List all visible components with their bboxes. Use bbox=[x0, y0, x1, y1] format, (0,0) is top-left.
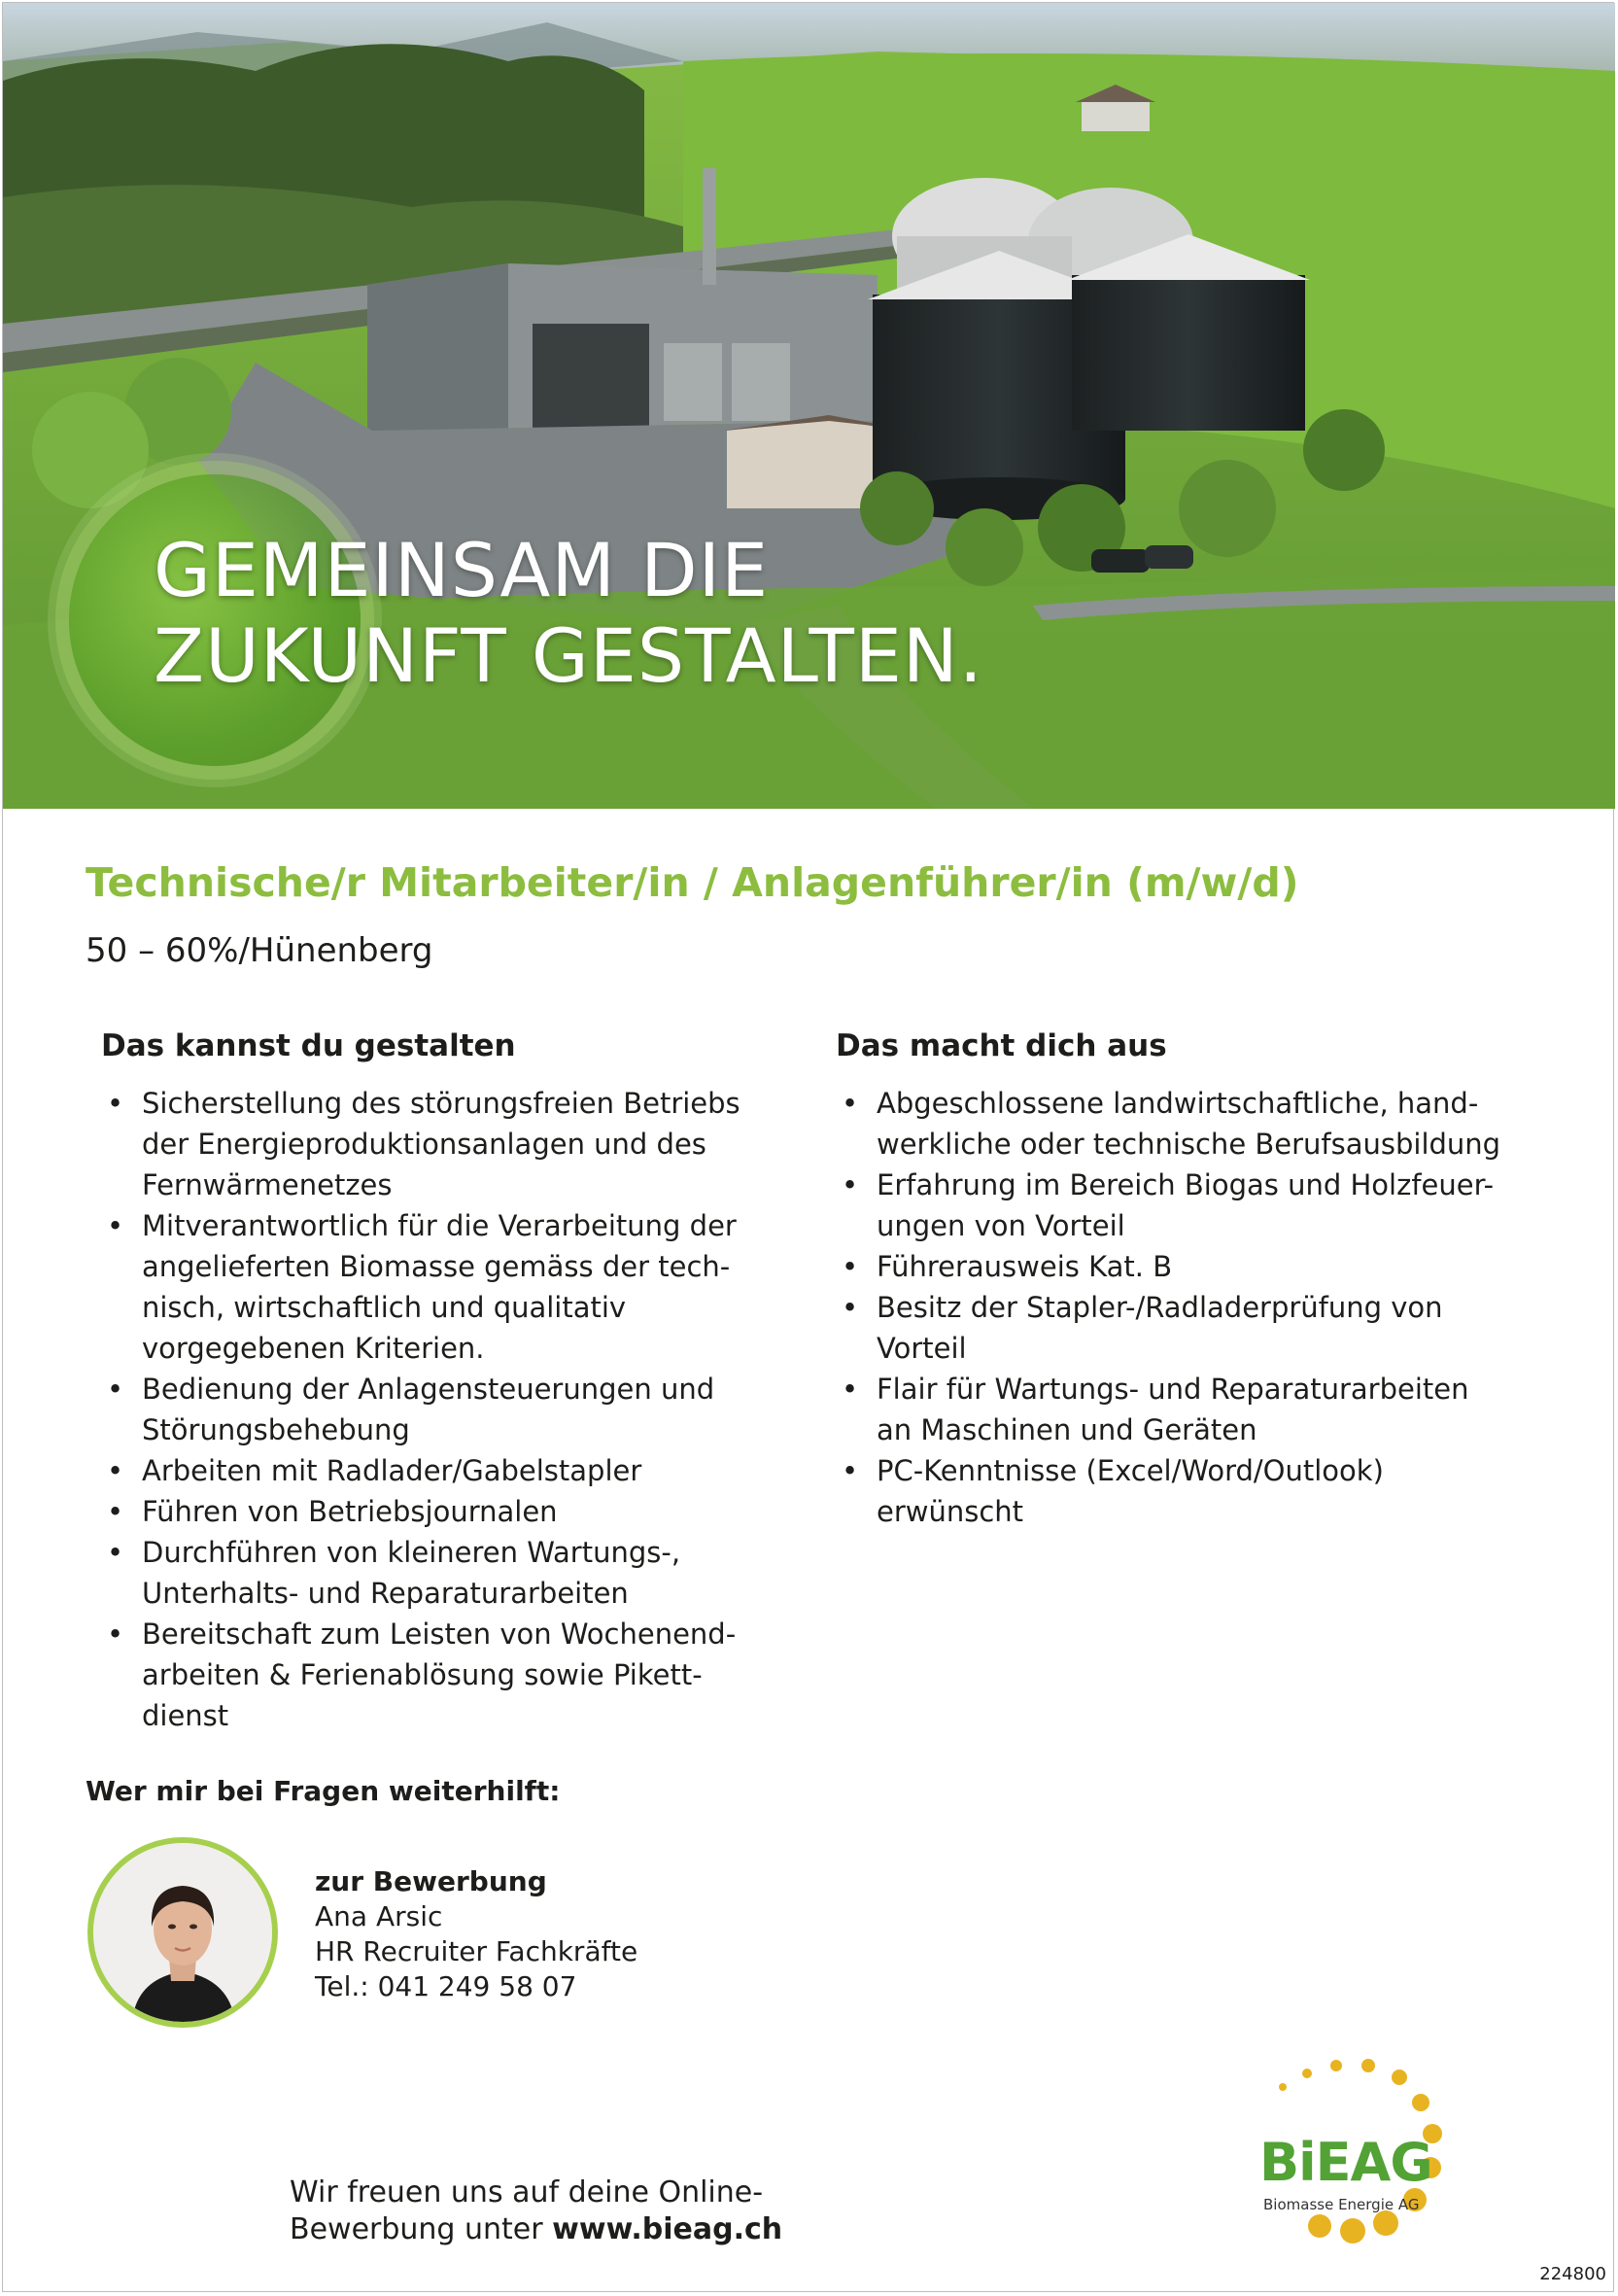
list-item-line: • PC-Kenntnisse (Excel/Word/Outlook) bbox=[877, 1454, 1384, 1487]
hero-headline-line2: ZUKUNFT GESTALTEN. bbox=[154, 612, 983, 699]
hero-image bbox=[3, 3, 1615, 809]
contact-heading: zur Bewerbung bbox=[315, 1865, 547, 1897]
list-item-line: nisch, wirtschaftlich und qualitativ bbox=[142, 1291, 627, 1324]
list-item-line: • Mitverantwortlich für die Verarbeitung der bbox=[142, 1209, 737, 1242]
contact-person-icon bbox=[93, 1843, 272, 2022]
application-note bbox=[290, 2174, 782, 2248]
list-item-line: • Führerausweis Kat. B bbox=[877, 1250, 1173, 1283]
list-item-line: vorgegebenen Kriterien. bbox=[142, 1332, 485, 1365]
list-item bbox=[836, 1369, 1535, 1450]
list-item-line: Störungsbehebung bbox=[142, 1413, 410, 1446]
list-item bbox=[836, 1450, 1535, 1532]
list-item bbox=[101, 1614, 801, 1736]
list-item-line: Unterhalts- und Reparaturarbeiten bbox=[142, 1577, 629, 1610]
list-item bbox=[101, 1369, 801, 1450]
responsibilities-heading: Das kannst du gestalten bbox=[101, 1028, 516, 1063]
contact-details bbox=[315, 1864, 637, 2004]
list-item-line: Fernwärmenetzes bbox=[142, 1168, 393, 1201]
requirements-heading: Das macht dich aus bbox=[836, 1028, 1167, 1063]
list-item bbox=[836, 1246, 1535, 1287]
contact-phone[interactable]: Tel.: 041 249 58 07 bbox=[315, 1970, 577, 2002]
application-note-line1: Wir freuen uns auf deine Online- bbox=[290, 2175, 764, 2209]
contact-role: HR Recruiter Fachkräfte bbox=[315, 1935, 638, 1967]
contact-section-title: Wer mir bei Fragen weiterhilft: bbox=[86, 1775, 561, 1807]
reference-number: 224800 bbox=[1539, 2264, 1606, 2284]
list-item-line: der Energieproduktionsanlagen und des bbox=[142, 1128, 706, 1161]
requirements-section bbox=[836, 1028, 1535, 1532]
list-item-line: werkliche oder technische Berufsausbildung bbox=[877, 1128, 1501, 1161]
list-item-line: • Abgeschlossene landwirtschaftliche, hand- bbox=[877, 1087, 1479, 1120]
hero-headline bbox=[154, 528, 983, 699]
list-item-line: • Erfahrung im Bereich Biogas und Holzfeuer- bbox=[877, 1168, 1495, 1201]
list-item-line: ungen von Vorteil bbox=[877, 1209, 1125, 1242]
list-item bbox=[101, 1083, 801, 1205]
list-item bbox=[836, 1083, 1535, 1165]
list-item bbox=[101, 1205, 801, 1369]
list-item-line: • Arbeiten mit Radlader/Gabelstapler bbox=[142, 1454, 642, 1487]
job-subtitle: 50 – 60%/Hünenberg bbox=[86, 931, 433, 970]
list-item-line: dienst bbox=[142, 1699, 229, 1732]
hero-headline-line1: GEMEINSAM DIE bbox=[154, 527, 770, 613]
responsibilities-section bbox=[101, 1028, 801, 1736]
list-item-line: angelieferten Biomasse gemäss der tech- bbox=[142, 1250, 731, 1283]
avatar bbox=[87, 1837, 278, 2028]
list-item bbox=[836, 1165, 1535, 1246]
list-item-line: Vorteil bbox=[877, 1332, 967, 1365]
list-item-line: • Bereitschaft zum Leisten von Wochenend- bbox=[142, 1618, 737, 1651]
contact-name: Ana Arsic bbox=[315, 1900, 443, 1932]
list-item bbox=[101, 1532, 801, 1614]
list-item-line: an Maschinen und Geräten bbox=[877, 1413, 1257, 1446]
list-item-line: • Bedienung der Anlagensteuerungen und bbox=[142, 1373, 715, 1406]
application-note-line2 bbox=[290, 2211, 782, 2248]
list-item-line: • Flair für Wartungs- und Reparaturarbeiten bbox=[877, 1373, 1469, 1406]
list-item-line: • Besitz der Stapler-/Radladerprüfung von bbox=[877, 1291, 1443, 1324]
logo-name: BiEAG bbox=[1259, 2132, 1432, 2193]
list-item-line: arbeiten & Ferienablösung sowie Pikett- bbox=[142, 1658, 703, 1691]
list-item bbox=[836, 1287, 1535, 1369]
job-title: Technische/r Mitarbeiter/in / Anlagenführer/in (m/w/d) bbox=[86, 859, 1299, 906]
list-item bbox=[101, 1450, 801, 1491]
list-item bbox=[101, 1491, 801, 1532]
list-item-line: • Sicherstellung des störungsfreien Betriebs bbox=[142, 1087, 740, 1120]
website-link[interactable]: www.bieag.ch bbox=[552, 2212, 783, 2246]
list-item-line: • Führen von Betriebsjournalen bbox=[142, 1495, 558, 1528]
list-item-line: • Durchführen von kleineren Wartungs-, bbox=[142, 1536, 681, 1569]
requirements-list bbox=[836, 1083, 1535, 1532]
application-note-prefix: Bewerbung unter bbox=[290, 2212, 553, 2246]
responsibilities-list bbox=[101, 1083, 801, 1736]
list-item-line: erwünscht bbox=[877, 1495, 1024, 1528]
logo-tagline: Biomasse Energie AG bbox=[1263, 2196, 1420, 2213]
